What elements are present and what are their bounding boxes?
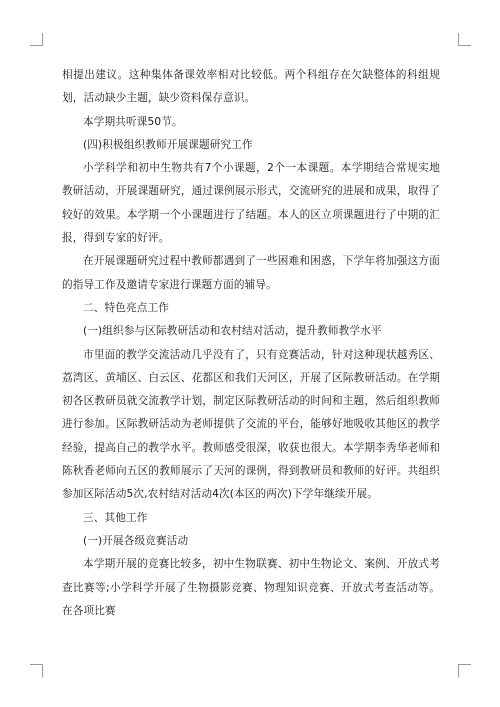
paragraph-research-projects: 小学科学和初中生物共有7个小课题，2个一本课题。本学期结合常规实地教研活动，开展课题研究，通过课例展示形式，交流研究的进展和成果，取得了较好的效果。本学期一个小课题进行了结题。本人的区立项课题进行了中期的汇报，得到专家的好评。 bbox=[62, 162, 440, 245]
paragraph-research-difficulties: 在开展课题研究过程中教师都遇到了一些困难和困惑，下学年将加强这方面的指导工作及邀请专家进行课题方面的辅导。 bbox=[62, 255, 440, 291]
heading-other-work: 三、其他工作 bbox=[83, 511, 148, 524]
crop-mark-bottom-right-h bbox=[458, 664, 471, 665]
heading-inter-district-activities: (一)组织参与区际教研活动和农村结对活动，提升教师教学水平 bbox=[83, 325, 382, 338]
crop-mark-top-left-v bbox=[42, 33, 43, 46]
paragraph-lessons-observed: 本学期共听课50节。 bbox=[83, 115, 183, 128]
heading-competitions: (一)开展各级竞赛活动 bbox=[83, 534, 189, 547]
heading-research-work: (四)积极组织教师开展课题研究工作 bbox=[83, 138, 253, 151]
heading-highlights: 二、特色亮点工作 bbox=[83, 301, 169, 314]
document-body bbox=[62, 64, 440, 623]
crop-mark-top-right-v bbox=[458, 33, 459, 46]
crop-mark-bottom-left-v bbox=[42, 664, 43, 677]
crop-mark-bottom-right-v bbox=[458, 664, 459, 677]
paragraph-inter-district-exchange: 市里面的教学交流活动几乎没有了，只有竞赛活动，针对这种现状越秀区、荔湾区、黄埔区、白云区、花都区和我们天河区，开展了区际教研活动。在学期初各区教研员就交流教学计划，制定区际教研活动的时间和主题，然后组织教师进行参加。区际教研活动为老师提供了交流的平台，能够好地吸收其他区的教学经验，提高自己的教学水平。教师感受很深，收获也很大。本学期李秀华老师和陈秋香老师向五区的教师展示了天河的课例，得到教研员和教师的好评。共组织参加区际活动5次,农村结对活动4次(本区的两次)下学年继续开展。 bbox=[62, 348, 440, 501]
crop-mark-top-right-h bbox=[458, 45, 471, 46]
paragraph-competitions: 本学期开展的竞赛比较多，初中生物联赛、初中生物论文、案例、开放式考查比赛等;小学科学开展了生物摄影竞赛、物理知识竞赛、开放式考查活动等。在各项比赛 bbox=[62, 558, 440, 617]
paragraph-continued: 相提出建议。这种集体备课效率相对比较低。两个科组存在欠缺整体的科组规划，活动缺少主题，缺少资料保存意识。 bbox=[62, 69, 440, 105]
